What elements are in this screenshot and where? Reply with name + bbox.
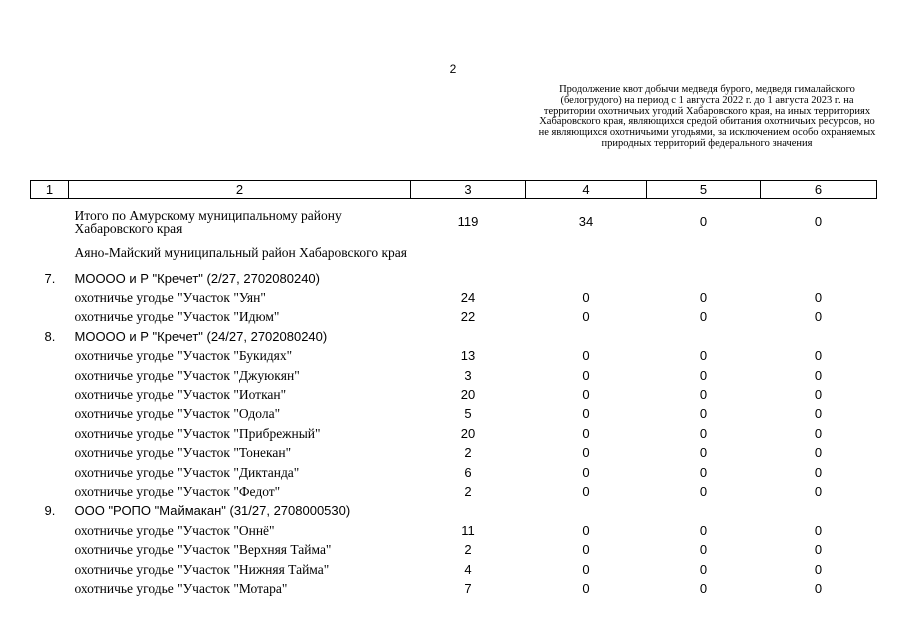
quota-col-4 — [526, 502, 647, 521]
quota-total: 5 — [464, 406, 472, 422]
table-spacer — [31, 199, 877, 208]
quota-col-6: 0 — [814, 348, 823, 364]
row-name: охотничье угодье "Участок "Мотара" — [74, 580, 288, 596]
header-col-5: 5 — [647, 181, 761, 199]
table-row — [31, 327, 877, 346]
row-number: 8. — [44, 328, 56, 344]
quota-total — [411, 269, 526, 288]
table-row — [31, 288, 877, 307]
quota-col-5: 0 — [699, 522, 708, 538]
quota-col-4: 0 — [582, 542, 590, 558]
quota-col-6: 0 — [814, 445, 823, 461]
table-row — [31, 385, 877, 404]
row-name: ООО "РОПО "Маймакан" (31/27, 2708000530) — [74, 503, 351, 519]
quota-col-5: 0 — [699, 214, 708, 230]
quota-total: 20 — [460, 425, 476, 441]
quota-col-4: 0 — [582, 309, 590, 325]
table-row — [31, 366, 877, 385]
page-number: 2 — [449, 62, 457, 76]
table-row — [31, 540, 877, 559]
quota-col-6: 0 — [814, 290, 823, 306]
quota-col-5: 0 — [699, 425, 708, 441]
quota-col-6: 0 — [814, 214, 823, 230]
table-row — [31, 269, 877, 288]
row-number — [31, 288, 69, 307]
header-col-4: 4 — [526, 181, 647, 199]
table-row — [31, 405, 877, 424]
quota-col-6: 0 — [814, 309, 823, 325]
row-number — [31, 424, 69, 443]
quota-col-5 — [647, 327, 761, 346]
quota-col-4 — [526, 327, 647, 346]
quota-table — [30, 180, 877, 599]
table-row — [31, 463, 877, 482]
quota-col-4: 0 — [582, 290, 590, 306]
quota-col-6 — [761, 502, 877, 521]
quota-total — [411, 502, 526, 521]
row-number — [31, 482, 69, 501]
quota-col-6: 0 — [814, 580, 823, 596]
quota-col-4: 0 — [582, 406, 590, 422]
row-name: охотничье угодье "Участок "Букидях" — [74, 348, 293, 364]
row-name: Итого по Амурскому муниципальному району Хабаровского края — [74, 208, 342, 236]
row-number — [31, 444, 69, 463]
quota-total — [411, 327, 526, 346]
quota-col-4: 0 — [582, 483, 590, 499]
row-number — [31, 308, 69, 327]
row-name: охотничье угодье "Участок "Тонекан" — [74, 445, 292, 461]
quota-col-6: 0 — [814, 483, 823, 499]
row-name: охотничье угодье "Участок "Одола" — [74, 406, 281, 422]
quota-col-5: 0 — [699, 348, 708, 364]
quota-col-5: 0 — [699, 445, 708, 461]
quota-col-5 — [647, 269, 761, 288]
quota-total: 3 — [464, 367, 472, 383]
quota-col-5: 0 — [699, 387, 708, 403]
quota-total: 2 — [464, 542, 472, 558]
table-row — [31, 560, 877, 579]
quota-col-6: 0 — [814, 406, 823, 422]
quota-col-4: 0 — [582, 367, 590, 383]
quota-col-5: 0 — [699, 483, 708, 499]
quota-col-6: 0 — [814, 425, 823, 441]
quota-col-5: 0 — [699, 580, 708, 596]
quota-col-4: 0 — [582, 387, 590, 403]
quota-col-4: 34 — [578, 214, 594, 230]
row-number — [31, 521, 69, 540]
quota-total: 20 — [460, 387, 476, 403]
row-number — [31, 405, 69, 424]
header-col-2: 2 — [69, 181, 411, 199]
table-caption: Продолжение квот добычи медведя бурого, медведя гималайского (белогрудого) на период с 1 августа 2022 г. до 1 августа 2023 г. на территории охотничьих угодий Хабаровского края, на иных территориях Хабаровского края, являющихся средой обитания охотничьих ресурсов, но не являющихся охотничьими угодьями, за исключением особо охраняемых природных территорий федерального значения — [538, 84, 876, 149]
table-row — [31, 482, 877, 501]
table-row — [31, 502, 877, 521]
table-row — [31, 238, 877, 269]
quota-total: 6 — [464, 464, 472, 480]
table-row — [31, 444, 877, 463]
quota-total: 22 — [460, 309, 476, 325]
row-number — [31, 560, 69, 579]
quota-col-5: 0 — [699, 464, 708, 480]
quota-col-4 — [526, 269, 647, 288]
quota-col-6: 0 — [814, 464, 823, 480]
row-name: охотничье угодье "Участок "Джуюкян" — [74, 367, 300, 383]
quota-col-6: 0 — [814, 542, 823, 558]
quota-col-4: 0 — [582, 348, 590, 364]
row-number — [31, 366, 69, 385]
quota-col-6 — [761, 327, 877, 346]
row-number — [31, 207, 69, 238]
row-name: охотничье угодье "Участок "Верхняя Тайма" — [74, 542, 332, 558]
quota-col-5: 0 — [699, 561, 708, 577]
quota-total: 7 — [464, 580, 472, 596]
table-body — [31, 199, 877, 599]
quota-col-4: 0 — [582, 464, 590, 480]
table-row — [31, 347, 877, 366]
row-number — [31, 540, 69, 559]
quota-total: 11 — [461, 522, 475, 538]
quota-col-6: 0 — [814, 561, 823, 577]
quota-col-5: 0 — [699, 406, 708, 422]
row-name: охотничье угодье "Участок "Уян" — [74, 290, 266, 306]
quota-col-6: 0 — [814, 387, 823, 403]
quota-col-6 — [761, 238, 877, 269]
table-row — [31, 308, 877, 327]
row-name: охотничье угодье "Участок "Диктанда" — [74, 464, 300, 480]
header-row — [31, 181, 877, 199]
row-name: охотничье угодье "Участок "Идюм" — [74, 309, 280, 325]
row-name: охотничье угодье "Участок "Оннё" — [74, 522, 275, 538]
quota-col-5 — [647, 502, 761, 521]
quota-col-5: 0 — [699, 290, 708, 306]
quota-total: 2 — [464, 445, 472, 461]
quota-col-4: 0 — [582, 445, 590, 461]
quota-total: 13 — [460, 348, 476, 364]
quota-col-5: 0 — [699, 309, 708, 325]
row-name: охотничье угодье "Участок "Федот" — [74, 483, 281, 499]
header-col-1: 1 — [31, 181, 69, 199]
quota-total: 2 — [464, 483, 472, 499]
quota-col-4: 0 — [582, 425, 590, 441]
row-name: МООOO и Р "Кречет" (24/27, 2702080240) — [74, 328, 328, 344]
quota-total: 119 — [457, 214, 479, 230]
quota-col-6: 0 — [814, 522, 823, 538]
row-number — [31, 347, 69, 366]
row-number — [31, 238, 69, 269]
quota-col-4 — [526, 238, 647, 269]
row-number — [31, 579, 69, 598]
row-name: охотничье угодье "Участок "Прибрежный" — [74, 425, 321, 441]
quota-col-4: 0 — [582, 522, 590, 538]
quota-col-6: 0 — [814, 367, 823, 383]
quota-col-6 — [761, 269, 877, 288]
row-name: Аяно-Майский муниципальный район Хабаровского края — [74, 245, 408, 261]
row-number — [31, 385, 69, 404]
table-row — [31, 207, 877, 238]
table-row — [31, 579, 877, 598]
table-row — [31, 424, 877, 443]
row-name: охотничье угодье "Участок "Нижняя Тайма" — [74, 561, 330, 577]
quota-col-5 — [647, 238, 761, 269]
quota-col-5: 0 — [699, 542, 708, 558]
table-row — [31, 521, 877, 540]
quota-col-5: 0 — [699, 367, 708, 383]
header-col-3: 3 — [411, 181, 526, 199]
row-number: 7. — [44, 270, 56, 286]
row-number — [31, 463, 69, 482]
quota-total — [411, 238, 526, 269]
quota-col-4: 0 — [582, 580, 590, 596]
quota-col-4: 0 — [582, 561, 590, 577]
quota-total: 4 — [464, 561, 472, 577]
header-col-6: 6 — [761, 181, 877, 199]
quota-total: 24 — [460, 290, 476, 306]
row-name: МООOO и Р "Кречет" (2/27, 2702080240) — [74, 270, 320, 286]
row-number: 9. — [44, 503, 56, 519]
row-name: охотничье угодье "Участок "Иоткан" — [74, 387, 287, 403]
